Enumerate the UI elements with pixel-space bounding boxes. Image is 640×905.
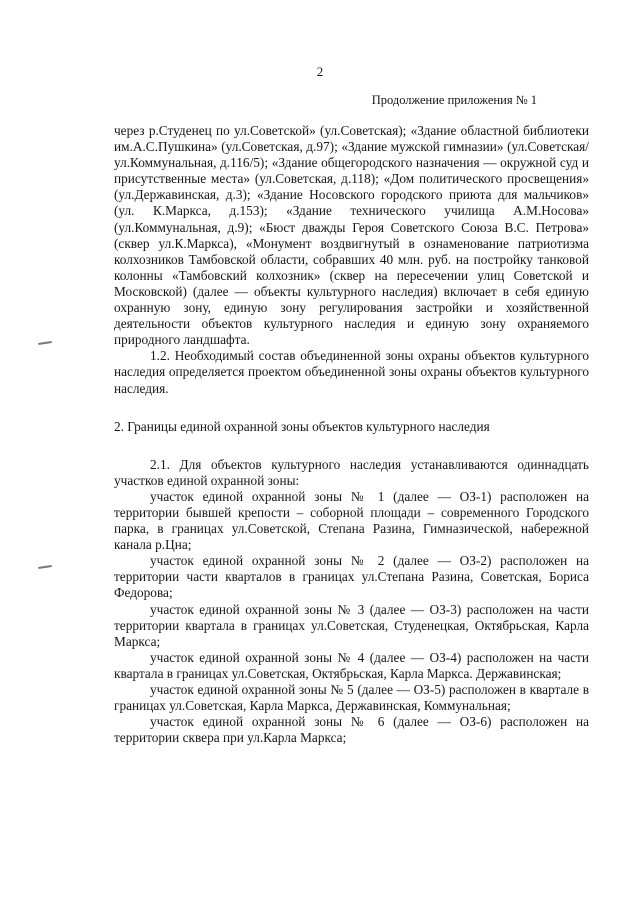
zone-item: участок единой охранной зоны № 1 (далее — ОЗ-1) расположен на территории бывшей крепости – соборной площади – современного Городского парка, в границах ул.Советской, Степана Разина, Гимназической, набережной канала р.Цна; bbox=[114, 488, 589, 553]
zone-item: участок единой охранной зоны № 5 (далее — ОЗ-5) расположен в квартале в границах ул.Советская, Карла Маркса, Державинская, Коммунальная; bbox=[114, 682, 589, 714]
zone-item: участок единой охранной зоны № 4 (далее — ОЗ-4) расположен на части квартала в границах ул.Советская, Октябрьская, Карла Маркса. Державинская; bbox=[114, 649, 589, 681]
margin-mark bbox=[38, 565, 52, 569]
paragraph-2-1: 2.1. Для объектов культурного наследия устанавливаются одиннадцать участков единой охранной зоны: bbox=[114, 456, 589, 488]
section-heading: 2. Границы единой охранной зоны объектов культурного наследия bbox=[114, 418, 490, 434]
zone-item: участок единой охранной зоны № 3 (далее — ОЗ-3) расположен на части территории квартала в границах ул.Советская, Студенецкая, Октябрьская, Карла Маркса; bbox=[114, 601, 589, 649]
page-number: 2 bbox=[316, 64, 324, 79]
appendix-continuation-note: Продолжение приложения № 1 bbox=[371, 93, 537, 107]
margin-mark bbox=[38, 341, 52, 345]
zone-item: участок единой охранной зоны № 2 (далее — ОЗ-2) расположен на территории части кварталов в границах ул.Степана Разина, Советская, Бориса Федорова; bbox=[114, 553, 589, 601]
document-body bbox=[114, 123, 589, 746]
paragraph-1-2: 1.2. Необходимый состав объединенной зоны охраны объектов культурного наследия определяется проектом объединенной зоны охраны объектов культурного наследия. bbox=[114, 348, 589, 396]
zone-item: участок единой охранной зоны № 6 (далее — ОЗ-6) расположен на территории сквера при ул.Карла Маркса; bbox=[114, 714, 589, 746]
paragraph-continuation: через р.Студенец по ул.Советской» (ул.Советская); «Здание областной библиотеки им.А.С.Пушкина» (ул.Советская, д.97); «Здание мужской гимназии» (ул.Советская/ул.Коммунальная, д.116/5); «Здание общегородского назначения — окружной суд и присутственные места» (ул.Советская, д.118); «Дом политического просвещения» (ул.Державинская, д.3); «Здание Носовского городского приюта для мальчиков» (ул. К.Маркса, д.153); «Здание технического училища А.М.Носова» (ул.Коммунальная, д.9); «Бюст дважды Героя Советского Союза В.С. Петрова» (сквер ул.К.Маркса), «Монумент воздвигнутый в ознаменование патриотизма колхозников Тамбовской области, собравших 40 млн. руб. на постройку танковой колонны «Тамбовский колхозник» (сквер на пересечении улиц Советской и Московской) (далее — объекты культурного наследия) включает в себя единую охранную зону, единую зону регулирования застройки и хозяйственной деятельности объектов культурного наследия и единую зону охраняемого природного ландшафта. bbox=[114, 123, 589, 348]
